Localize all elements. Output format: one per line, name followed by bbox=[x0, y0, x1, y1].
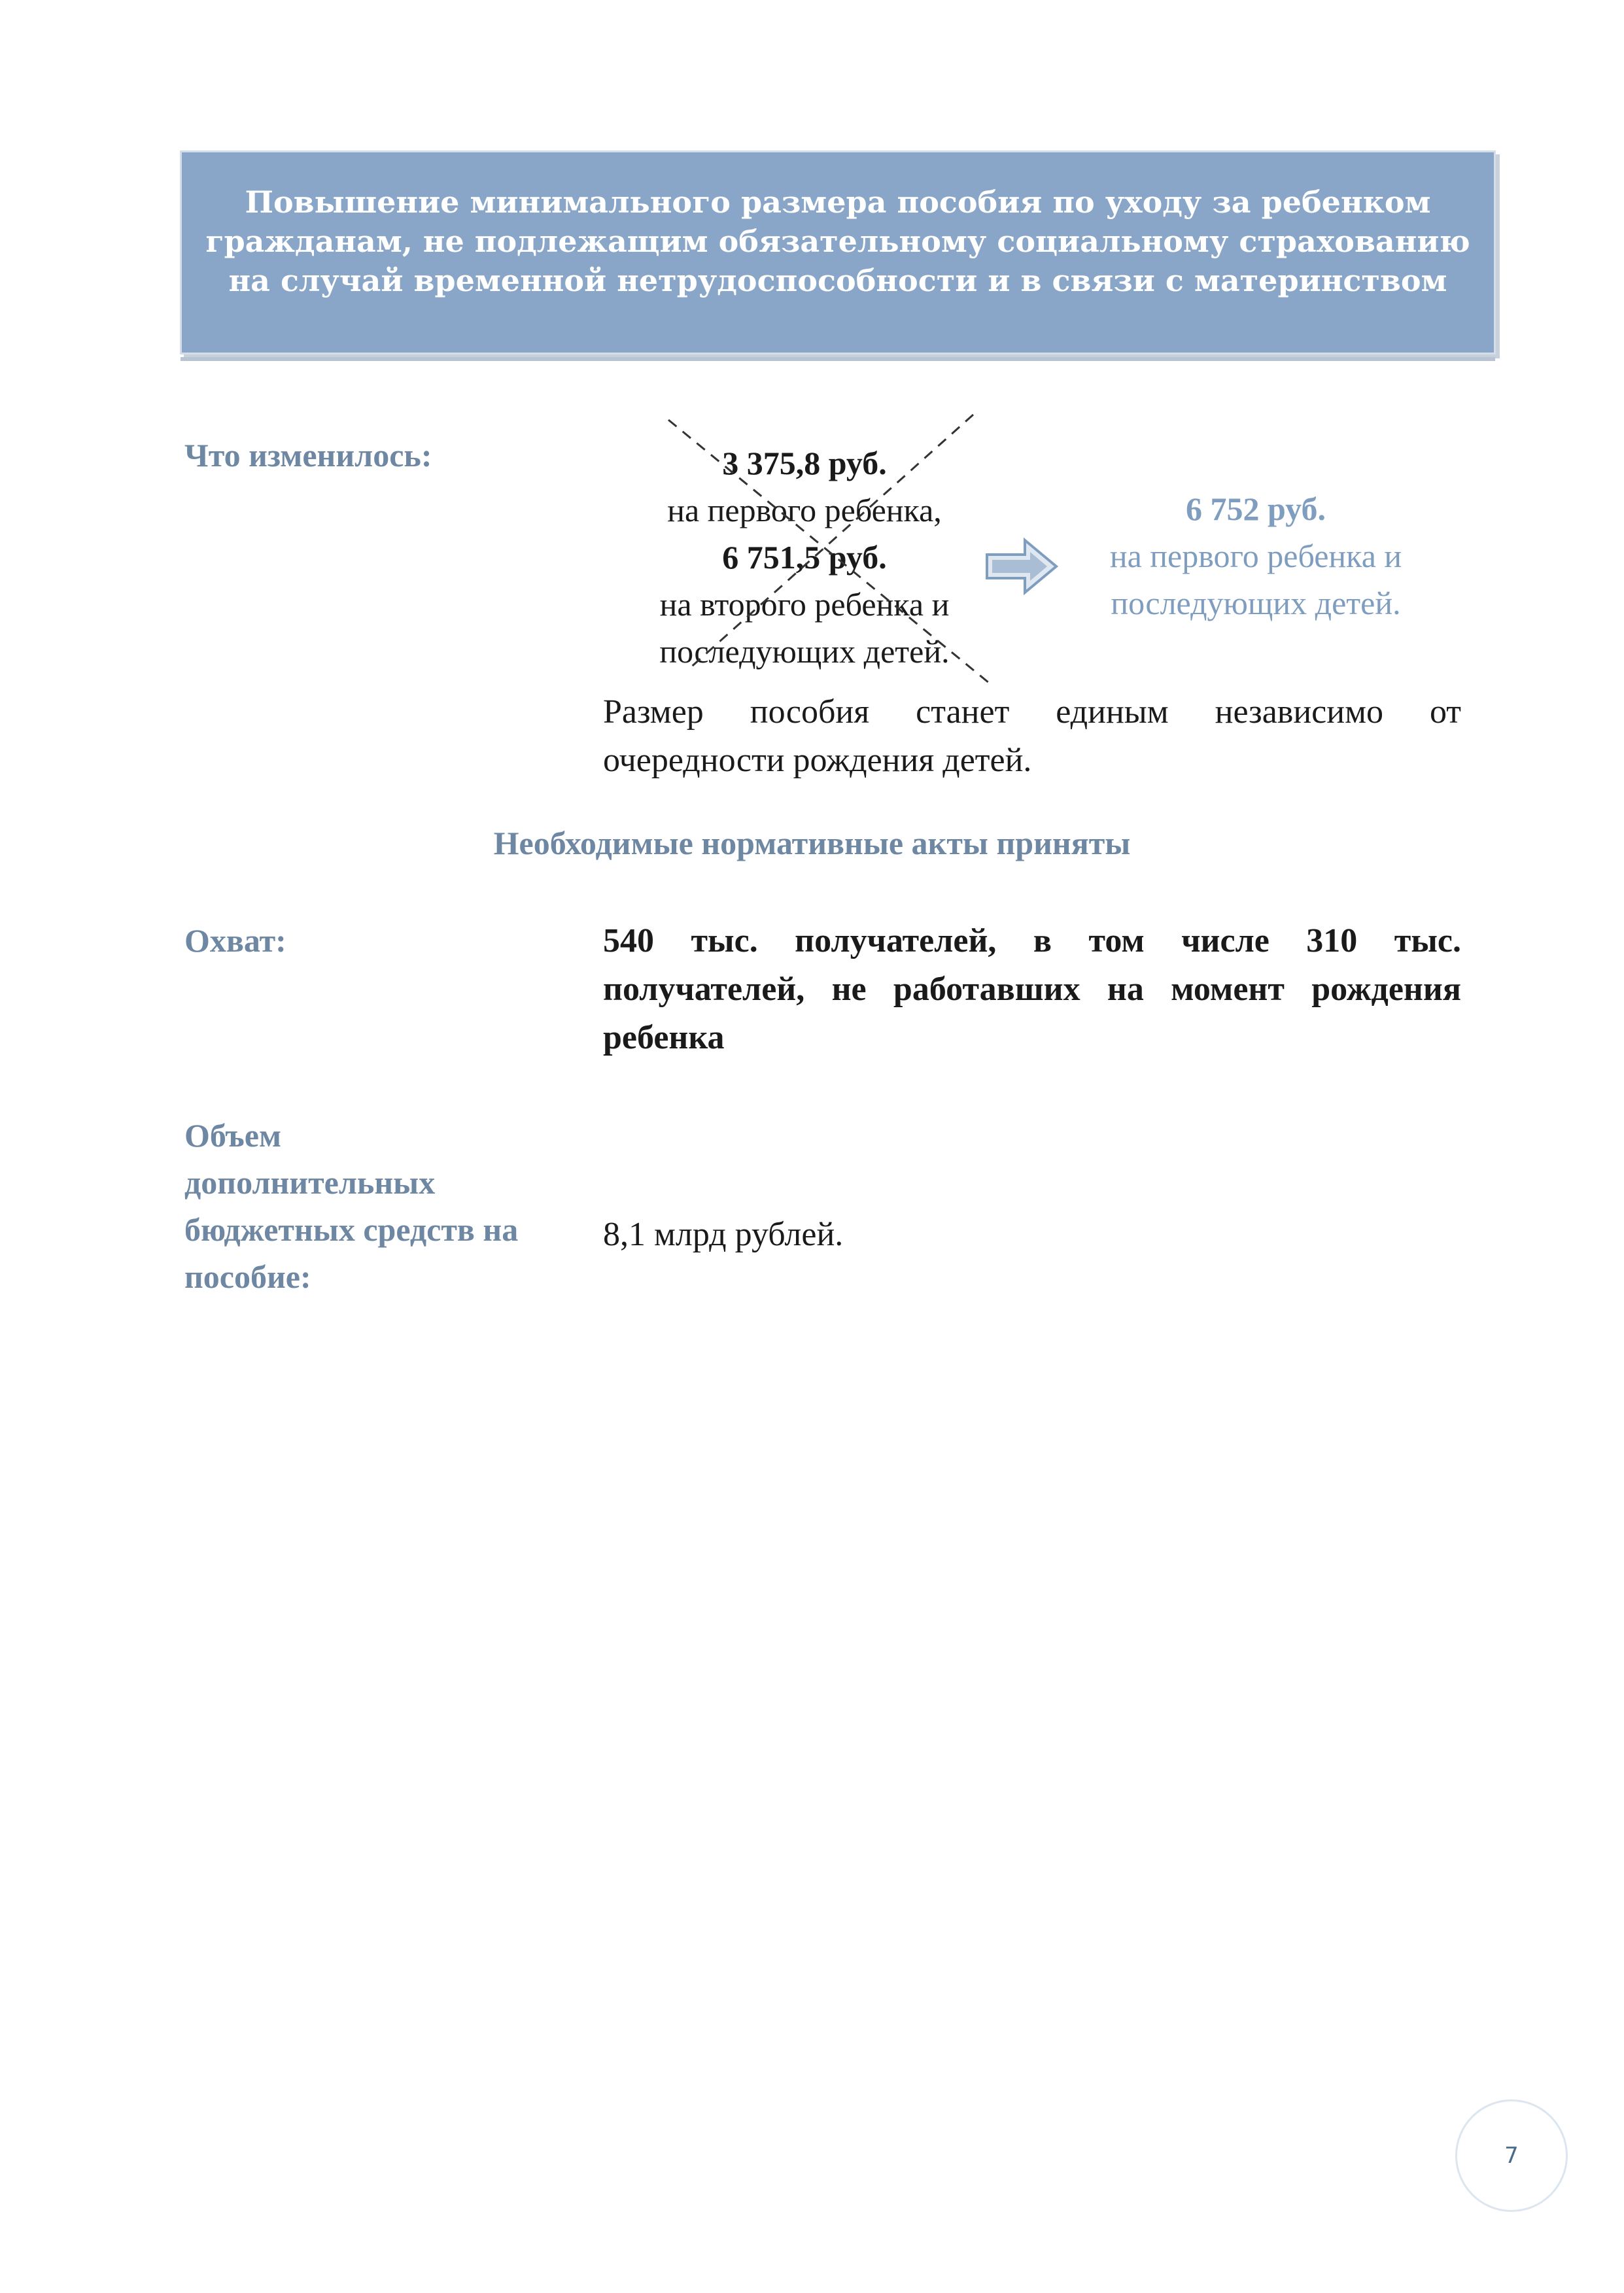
new-amount: 6 752 руб. bbox=[1186, 491, 1326, 527]
banner-title-line-2: гражданам, не подлежащим обязательному социальному страхованию bbox=[205, 224, 1470, 259]
new-text-a: на первого ребенка и bbox=[1109, 538, 1402, 574]
budget-label-line-4: пособие: bbox=[184, 1258, 311, 1295]
page-number: 7 bbox=[1504, 2143, 1519, 2169]
cross-line-up bbox=[688, 415, 973, 670]
cross-line-down bbox=[668, 420, 989, 683]
budget-label-line-2: дополнительных bbox=[184, 1164, 436, 1201]
new-text-b: последующих детей. bbox=[1111, 585, 1401, 621]
right-arrow-icon bbox=[983, 535, 1062, 598]
changes-label: Что изменилось: bbox=[184, 437, 432, 474]
old-text-first-child: на первого ребенка, bbox=[667, 492, 942, 528]
budget-label bbox=[184, 1112, 518, 1300]
budget-label-line-1: Объем bbox=[184, 1117, 282, 1154]
old-amount-first-child: 3 375,8 руб. bbox=[722, 445, 887, 481]
old-text-second-child-b: последующих детей. bbox=[659, 633, 950, 670]
old-amount-second-child: 6 751,5 руб. bbox=[722, 539, 887, 576]
acts-adopted-note: Необходимые нормативные акты приняты bbox=[493, 825, 1131, 861]
banner-title-line-3: на случай временной нетрудоспособности и в связи с материнством bbox=[228, 263, 1447, 298]
unified-amount-note: Размер пособия станет единым независимо от очередности рождения детей. bbox=[603, 693, 1461, 779]
new-amount-block bbox=[1073, 485, 1439, 627]
coverage-value: 540 тыс. получателей, в том числе 310 тыс. получателей, не работавших на момент рождения ребенка bbox=[603, 922, 1461, 1056]
banner-title-line-1: Повышение минимального размера пособия по уходу за ребенком bbox=[245, 184, 1431, 220]
budget-label-line-3: бюджетных средств на bbox=[184, 1211, 519, 1248]
page-number-badge bbox=[1455, 2099, 1568, 2212]
coverage-label: Охват: bbox=[184, 922, 286, 959]
budget-value: 8,1 млрд рублей. bbox=[603, 1216, 844, 1253]
old-text-second-child-a: на второго ребенка и bbox=[659, 586, 950, 623]
